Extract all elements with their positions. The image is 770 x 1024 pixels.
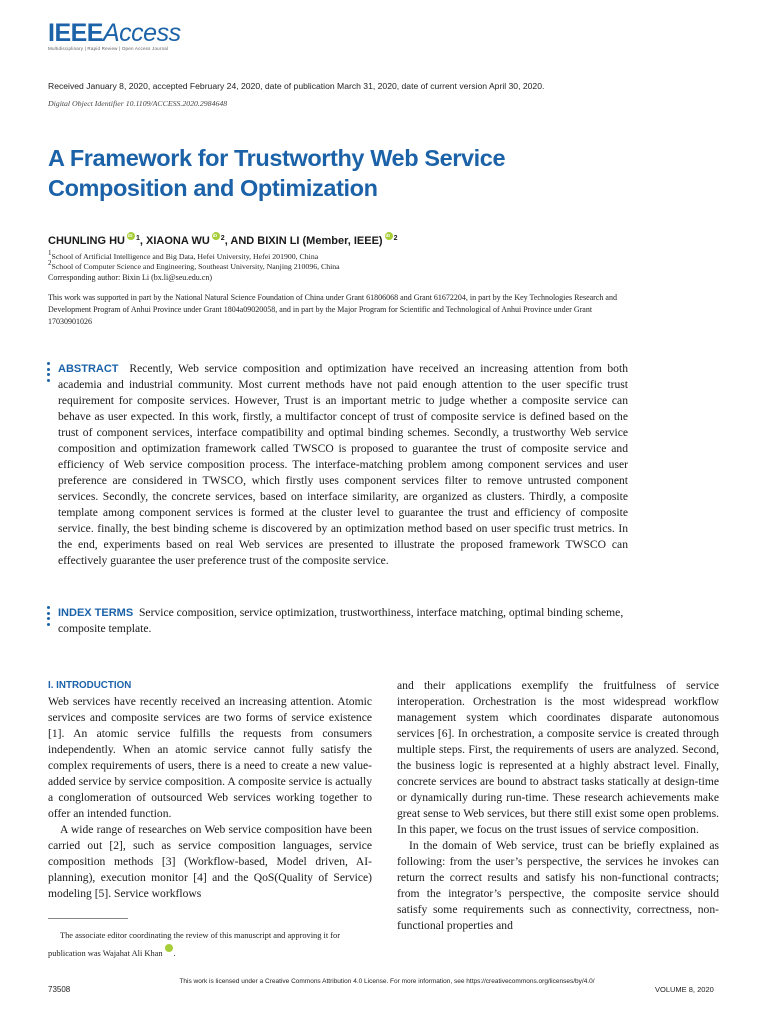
body-paragraph: In the domain of Web service, trust can be briefly explained as following: from the user’s perspective, the services he invokes can return the correct results and satisfy his non-functional contracts; from the integrator’s perspective, the composite service should satisfy some requirements such as connectivity, correctness, non-functional properties and: [397, 839, 719, 932]
index-terms: [58, 605, 628, 637]
page-number: 73508: [48, 985, 71, 994]
affiliation-text: School of Artificial Intelligence and Big Data, Hefei University, Hefei 201900, China: [51, 252, 319, 261]
logo-ieee: IEEE: [48, 19, 103, 47]
section-marker-icon: [47, 362, 51, 384]
author-list: [48, 232, 398, 247]
author-affil-sup: 1: [136, 235, 140, 242]
body-paragraph: and their applications exemplify the fruitfulness of service interoperation. Orchestration is the most widespread workflow management system which coordinates disparate autonomous services [6]. In orchestration, a composite service is created through multiple steps. First, the requirements of users are analyzed. Second, the business logic is represented at a highly abstract level. Finally, concrete services are bound to abstract tasks statically at design-time or dynamically during run-time. These research achievements make great sense to Web services, but there still exist some open problems. In this paper, we focus on the trust issues of service composition.: [397, 679, 719, 836]
body-column-left: [48, 678, 372, 902]
orcid-icon[interactable]: [127, 232, 135, 240]
section-heading: I. INTRODUCTION: [48, 680, 132, 691]
corresponding-author: Corresponding author: Bixin Li (bx.li@seu.edu.cn): [48, 273, 213, 282]
index-terms-text: Service composition, service optimization, trustworthiness, interface matching, optimal binding scheme, composite template.: [58, 606, 624, 635]
logo-tagline: Multidisciplinary | Rapid Review | Open Access Journal: [48, 46, 169, 51]
body-column-right: [397, 678, 719, 934]
logo-access: Access: [102, 19, 181, 47]
author-name: CHUNLING HU: [48, 235, 125, 247]
abstract: [58, 361, 628, 569]
orcid-icon[interactable]: [212, 232, 220, 240]
license-notice[interactable]: This work is licensed under a Creative Commons Attribution 4.0 License. For more information, see https://creativecommons.org/licenses/by/4.0/: [179, 978, 595, 985]
index-terms-label: INDEX TERMS: [58, 607, 134, 619]
affiliation-text: School of Computer Science and Engineering, Southeast University, Nanjing 210096, China: [51, 262, 340, 271]
volume-label: VOLUME 8, 2020: [655, 985, 714, 994]
author-affil-sup: 2: [220, 235, 225, 242]
author-separator: , AND: [224, 235, 258, 247]
body-paragraph: A wide range of researches on Web service composition have been carried out [2], such as service composition languages, service composition methods [3] (Workflow-based, Model driven, AI-planning), execution monitor [4] and the QoS(Quality of Service) modeling [5]. Service workflows: [48, 823, 372, 900]
paper-title: A Framework for Trustworthy Web Service Composition and Optimization: [48, 145, 506, 201]
abstract-text: Recently, Web service composition and optimization have received an increasing attention from both academia and industrial community. Most current methods have not paid enough attention to the user specific trust requirement for composite services. However, Trust is an important metric to judge whether a composite service can behave as user expected. In this work, firstly, a multifactor concept of trust of composite service is defined based on the trust of component services, interface compatibility and optimal binding schemes. Secondly, a trustworthy Web service composition and optimization framework called TWSCO is proposed to guarantee the trust of composite service and efficiency of Web service composition process. The interface-matching problem among component services and user preference are considered in TWSCO, which firstly uses component services filter to remove untrusted component services. Secondly, the concrete services, based on interface similarity, are organized as clusters. Thirdly, a composite template among component services is formed at the cluster level to guarantee the trust and efficiency of composite service. finally, the best binding scheme is discovered by an optimization method based on user specific trust metrics. In the end, experiments based on real Web services are presented to illustrate the proposed framework TWSCO can effectively guarantee the user preference trust of the composite service.: [58, 362, 628, 567]
section-marker-icon: [47, 606, 51, 628]
body-paragraph: Web services have recently received an increasing attention. Atomic services and composite services are two forms of service existence [1]. An atomic service fulfills the requests from consumers independently. When an atomic service cannot fully satisfy the complex requirements of users, there is a need to create a new value-added service by service composition. A composite service is actually a conglomeration of outsourced Web services working together to offer an intended function.: [48, 695, 372, 820]
affiliation-sup: 1: [48, 249, 52, 257]
author-name: BIXIN LI (Member, IEEE): [257, 235, 383, 247]
orcid-icon[interactable]: [165, 944, 173, 952]
author-affil-sup: 2: [393, 235, 398, 242]
orcid-icon[interactable]: [385, 232, 393, 240]
abstract-label: ABSTRACT: [58, 363, 119, 375]
author-name: XIAONA WU: [146, 235, 210, 247]
funding-statement: This work was supported in part by the National Natural Science Foundation of China under Grant 61806068 and Grant 61672204, in part by the Key Technologies Research and Development Program of Anhui Province under Grant 1804a09020058, and in part by the Major Program for Scientific and Technological of Anhui Province under Grant 17030901026: [48, 293, 617, 326]
journal-logo: [48, 20, 208, 54]
footnote-rule: [48, 918, 128, 919]
affiliation: [48, 259, 340, 271]
doi: Digital Object Identifier 10.1109/ACCESS.2020.2984648: [48, 99, 228, 108]
author-separator: ,: [139, 235, 147, 247]
footnote-text: The associate editor coordinating the review of this manuscript and approving it for publication was Wajahat Ali Khan: [48, 931, 341, 958]
affiliation-sup: 2: [48, 259, 52, 267]
footnote: The associate editor coordinating the review of this manuscript and approving it for publication was Wajahat Ali KhaniD .: [48, 928, 372, 962]
received-dates: Received January 8, 2020, accepted February 24, 2020, date of publication March 31, 2020, date of current version April 30, 2020.: [48, 81, 545, 91]
